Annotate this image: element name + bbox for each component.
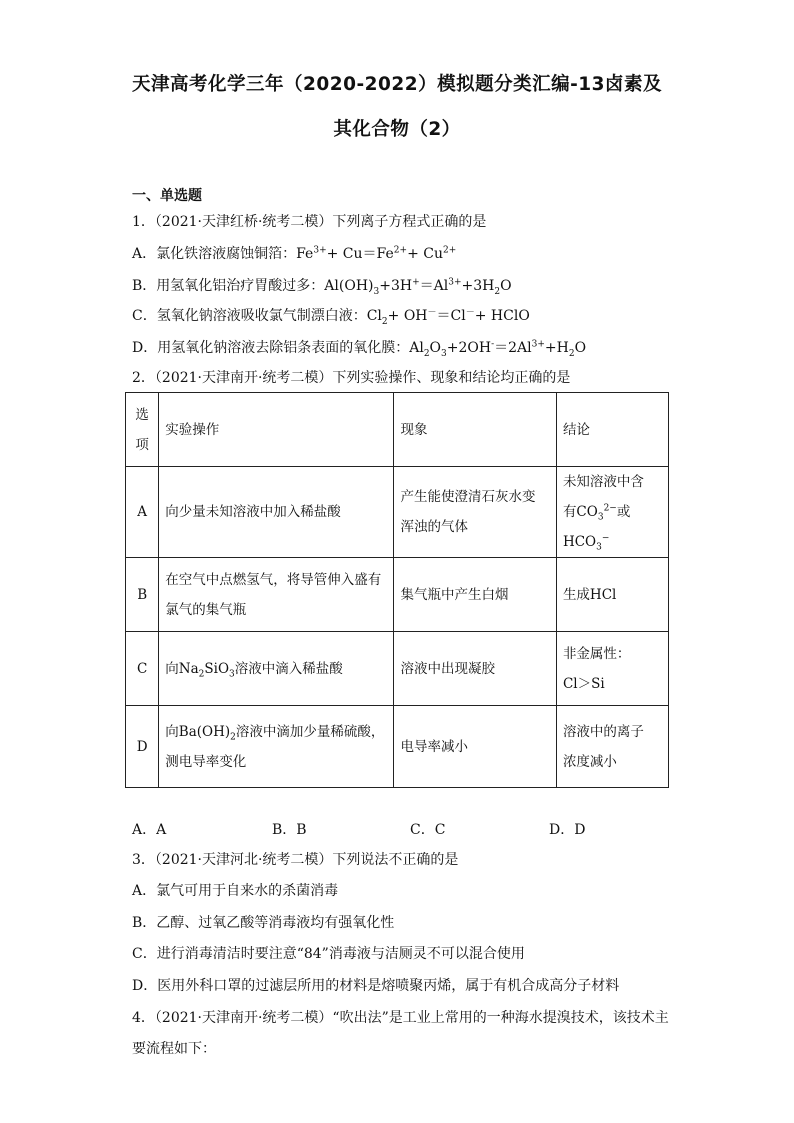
section-heading: 一、单选题: [132, 188, 202, 204]
q2-answer-b: B．B: [272, 822, 307, 838]
q1-option-d: D．用氢氧化钠溶液去除铝条表面的氧化膜：$Al_2O_3+2OH^-=2Al^{3+}+H_2O$: [132, 339, 587, 359]
q2-answer-a: A．A: [132, 822, 167, 838]
header-phenomenon: 现象: [394, 393, 556, 467]
q1-option-b: B．用氢氧化铝治疗胃酸过多：$Al(OH)_3+3H^+=Al^{3+}+3H_2O$: [132, 277, 512, 297]
q3-stem: 3．（2021·天津河北·统考二模）下列说法不正确的是: [132, 852, 459, 868]
q2-answer-d: D．D: [549, 822, 586, 838]
q2-stem: 2．（2021·天津南开·统考二模）下列实验操作、现象和结论均正确的是: [132, 370, 571, 386]
q3-option-b: B．乙醇、过氧乙酸等消毒液均有强氧化性: [132, 915, 395, 931]
q2-answer-c: C．C: [410, 822, 446, 838]
q1-option-c: C．氢氧化钠溶液吸收氯气制漂白液：$Cl_2+ OH^-=Cl^-+$ HClO: [132, 307, 530, 327]
q4-stem-line1: 4．（2021·天津南开·统考二模）“吹出法”是工业上常用的一种海水提溴技术，该技术主: [132, 1010, 669, 1026]
q3-option-c: C．进行消毒清洁时要注意“84”消毒液与洁厕灵不可以混合使用: [132, 946, 525, 962]
table-row: D 向$Ba(OH)_2$溶液中滴加少量稀硫酸， 测电导率变化 电导率减小 溶液中的离子 浓度减小: [126, 706, 669, 788]
table-row: B 在空气中点燃氢气，将导管伸入盛有 氯气的集气瓶 集气瓶中产生白烟 生成HCl: [126, 558, 669, 632]
q2-table: [125, 392, 669, 788]
header-conclusion: 结论: [556, 393, 668, 467]
header-option: 选 项: [126, 393, 159, 467]
q3-option-a: A．氯气可用于自来水的杀菌消毒: [132, 883, 339, 899]
table-row: A 向少量未知溶液中加入稀盐酸 产生能使澄清石灰水变 浑浊的气体 未知溶液中含 有$CO_3^{2-}$或$HCO_3^-$: [126, 467, 669, 558]
q3-option-d: D．医用外科口罩的过滤层所用的材料是熔喷聚丙烯，属于有机合成高分子材料: [132, 978, 620, 994]
header-operation: 实验操作: [159, 393, 394, 467]
q1-stem: 1．（2021·天津红桥·统考二模）下列离子方程式正确的是: [132, 214, 487, 230]
table-row: C 向$Na_2SiO_3$溶液中滴入稀盐酸 溶液中出现凝胶 非金属性： Cl＞Si: [126, 632, 669, 706]
document-title-line2: 其化合物（2）: [333, 119, 461, 140]
document-title-line1: 天津高考化学三年（2020-2022）模拟题分类汇编-13卤素及: [131, 74, 663, 95]
q1-option-a: A．氯化铁溶液腐蚀铜箔：$Fe^{3+}+ Cu=Fe^{2+}+ Cu^{2+}$: [132, 245, 457, 262]
q4-stem-line2: 要流程如下：: [132, 1041, 216, 1057]
table-header-row: [126, 393, 669, 467]
